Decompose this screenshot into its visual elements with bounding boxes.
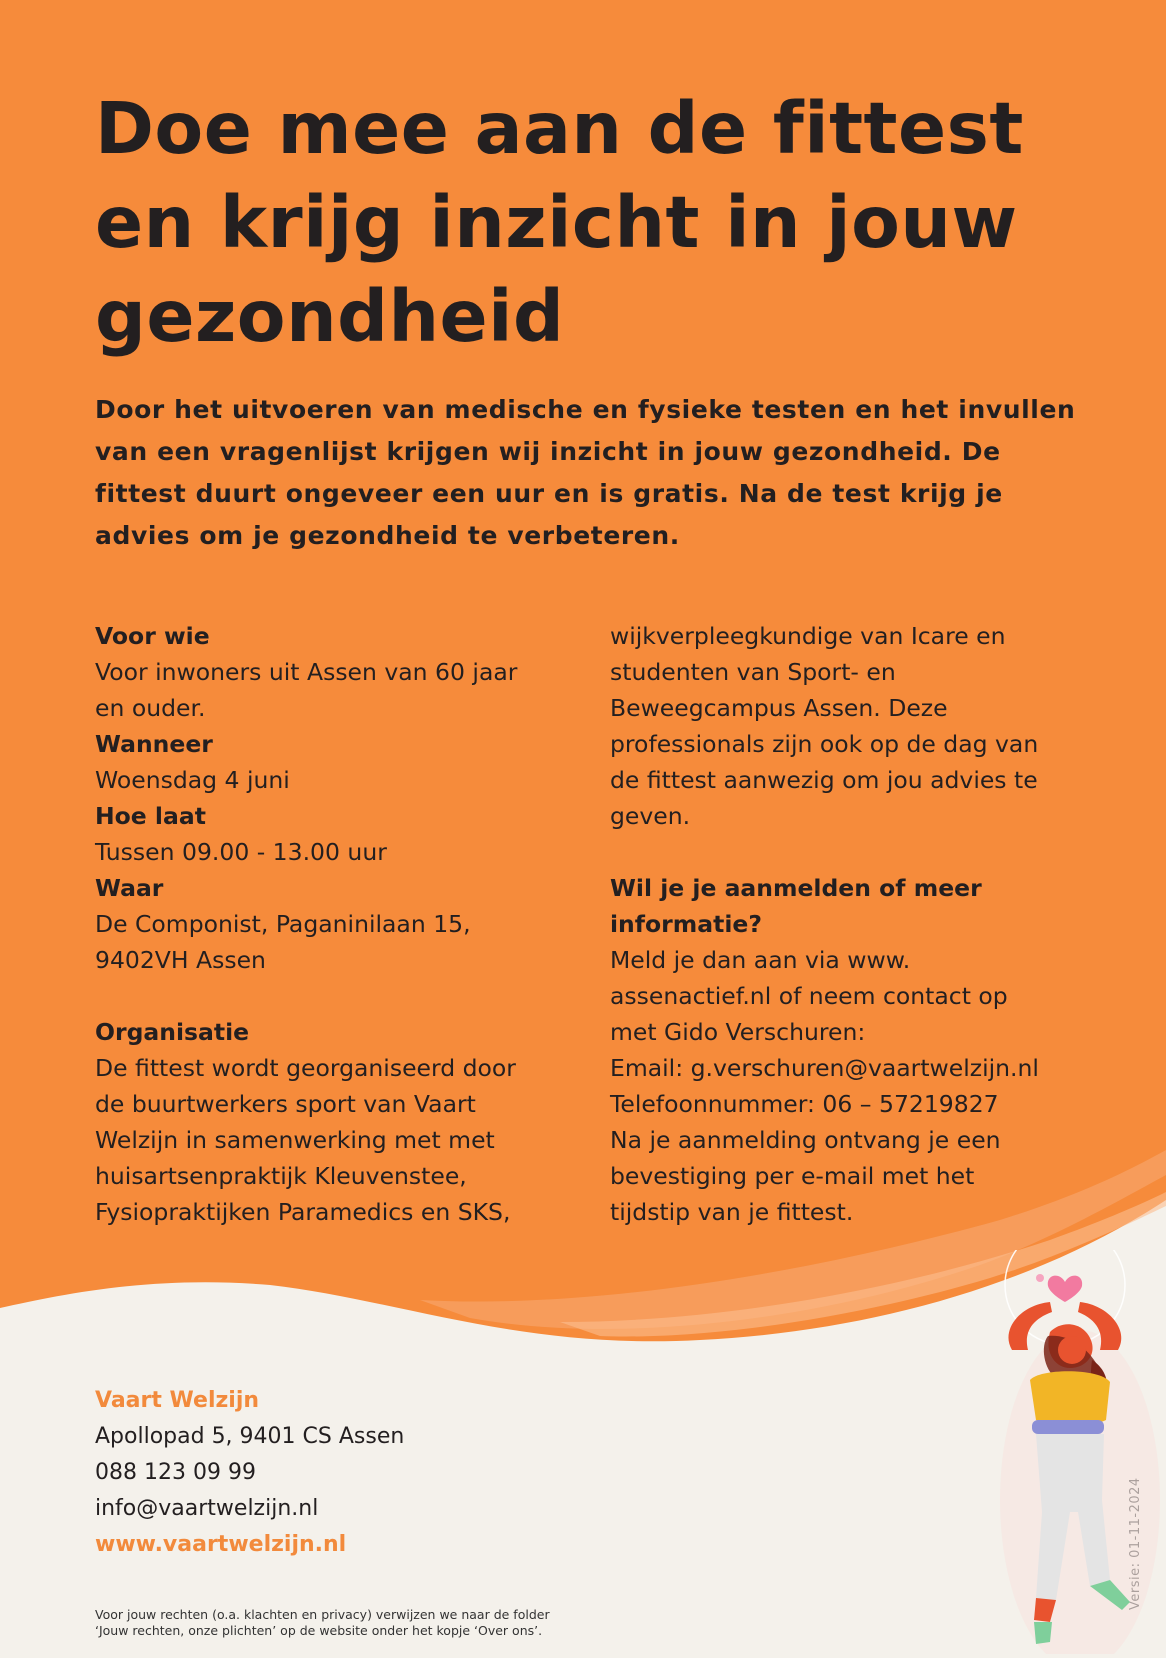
voor-wie-heading: Voor wie [95, 622, 210, 650]
contact-phone: Telefoonnummer: 06 – 57219827 [610, 1090, 999, 1118]
organisatie-text: De fittest wordt georganiseerd door [95, 1054, 516, 1082]
wanneer-heading: Wanneer [95, 730, 213, 758]
organisatie-text: Fysiopraktijken Paramedics en SKS, [95, 1198, 511, 1226]
legal-notice [95, 1607, 550, 1639]
aanmelden-text: Meld je dan aan via www. [610, 946, 911, 974]
title-line: gezondheid [95, 275, 565, 358]
organisatie-continuation: studenten van Sport- en [610, 658, 896, 686]
org-address: Apollopad 5, 9401 CS Assen [95, 1424, 405, 1449]
title-line: Doe mee aan de fittest [95, 87, 1024, 170]
aanmelden-text: Na je aanmelding ontvang je een [610, 1126, 1001, 1154]
aanmelden-heading: Wil je je aanmelden of meer [610, 874, 982, 902]
contact-email: Email: g.verschuren@vaartwelzijn.nl [610, 1054, 1039, 1082]
intro-line: fittest duurt ongeveer een uur en is gratis. Na de test krijg je [95, 479, 1003, 508]
woman-heart-hands-icon [990, 1250, 1166, 1654]
right-column [610, 618, 1100, 1230]
waar-heading: Waar [95, 874, 164, 902]
org-name: Vaart Welzijn [95, 1388, 260, 1413]
org-website-link[interactable]: www.vaartwelzijn.nl [95, 1532, 347, 1557]
organisatie-heading: Organisatie [95, 1018, 250, 1046]
aanmelden-text: assenactief.nl of neem contact op [610, 982, 1008, 1010]
organisatie-continuation: Beweegcampus Assen. Deze [610, 694, 948, 722]
legal-line: ‘Jouw rechten, onze plichten’ op de website onder het kopje ‘Over ons’. [95, 1623, 543, 1638]
intro-line: Door het uitvoeren van medische en fysieke testen en het invullen [95, 395, 1076, 424]
organisatie-text: de buurtwerkers sport van Vaart [95, 1090, 476, 1118]
organisatie-continuation: geven. [610, 802, 691, 830]
voor-wie-text: en ouder. [95, 694, 206, 722]
aanmelden-text: tijdstip van je fittest. [610, 1198, 854, 1226]
waar-text: De Componist, Paganinilaan 15, [95, 910, 471, 938]
aanmelden-heading: informatie? [610, 910, 762, 938]
intro-line: van een vragenlijst krijgen wij inzicht in jouw gezondheid. De [95, 437, 1001, 466]
left-column [95, 618, 565, 1230]
hoe-laat-heading: Hoe laat [95, 802, 206, 830]
organisatie-continuation: de fittest aanwezig om jou advies te [610, 766, 1038, 794]
title-line: en krijg inzicht in jouw [95, 181, 1018, 264]
legal-line: Voor jouw rechten (o.a. klachten en privacy) verwijzen we naar de folder [95, 1607, 550, 1622]
organisatie-continuation: professionals zijn ook op de dag van [610, 730, 1039, 758]
organisatie-text: huisartsenpraktijk Kleuvenstee, [95, 1162, 467, 1190]
intro-paragraph [95, 389, 1115, 557]
aanmelden-text: bevestiging per e-mail met het [610, 1162, 975, 1190]
page-title [95, 82, 1115, 364]
footer-contact [95, 1383, 404, 1563]
org-phone: 088 123 09 99 [95, 1460, 256, 1485]
organisatie-continuation: wijkverpleegkundige van Icare en [610, 622, 1006, 650]
hoe-laat-text: Tussen 09.00 - 13.00 uur [95, 838, 387, 866]
voor-wie-text: Voor inwoners uit Assen van 60 jaar [95, 658, 518, 686]
waar-text: 9402VH Assen [95, 946, 266, 974]
organisatie-text: Welzijn in samenwerking met met [95, 1126, 495, 1154]
wanneer-text: Woensdag 4 juni [95, 766, 290, 794]
aanmelden-text: met Gido Verschuren: [610, 1018, 866, 1046]
intro-line: advies om je gezondheid te verbeteren. [95, 521, 680, 550]
org-email[interactable]: info@vaartwelzijn.nl [95, 1496, 319, 1521]
